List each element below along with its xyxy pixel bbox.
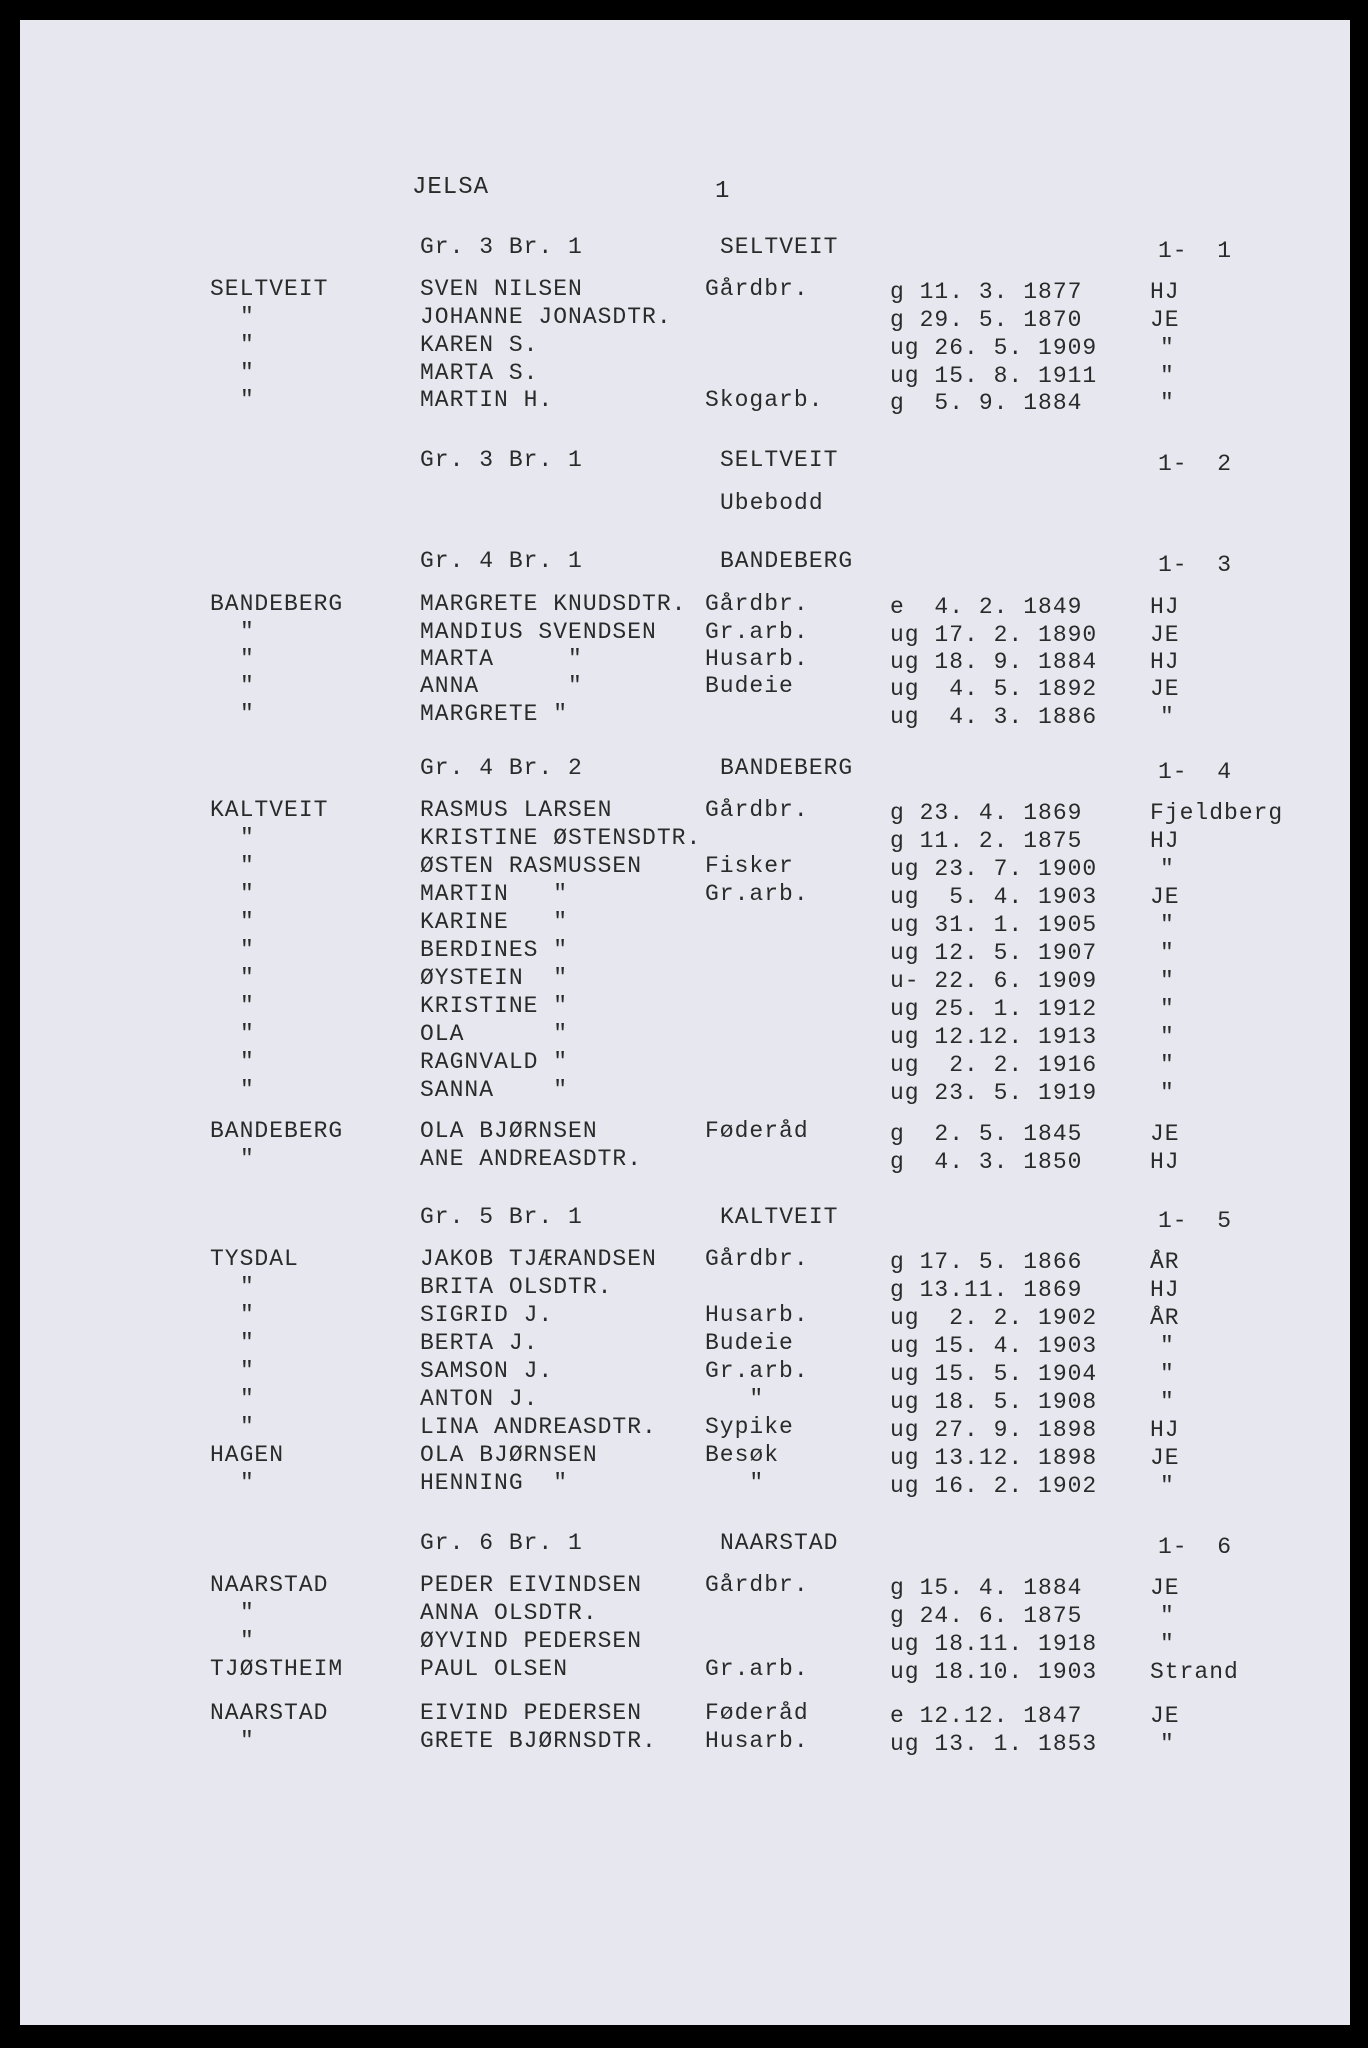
row-date: ug 4. 5. 1892 xyxy=(890,676,1098,702)
row-role: Gr.arb. xyxy=(705,1358,809,1384)
row-origin: HJ xyxy=(1150,828,1180,854)
section-farm: BANDEBERG xyxy=(720,548,854,574)
row-origin: " xyxy=(1160,912,1175,938)
row-date: g 17. 5. 1866 xyxy=(890,1249,1083,1275)
row-date: ug 31. 1. 1905 xyxy=(890,912,1098,938)
row-origin: HJ xyxy=(1150,649,1180,675)
row-date: ug 18.10. 1903 xyxy=(890,1659,1098,1685)
row-origin: " xyxy=(1160,1080,1175,1106)
row-origin: JE xyxy=(1150,1121,1180,1147)
row-origin: " xyxy=(1160,996,1175,1022)
row-origin: " xyxy=(1160,1731,1175,1757)
row-origin: " xyxy=(1160,390,1175,416)
row-origin: " xyxy=(1160,1333,1175,1359)
row-date: ug 2. 2. 1902 xyxy=(890,1305,1098,1331)
row-date: g 11. 2. 1875 xyxy=(890,828,1083,854)
row-name: OLA BJØRNSEN xyxy=(420,1442,598,1468)
row-origin: " xyxy=(1160,1389,1175,1415)
section-ref: 1- 6 xyxy=(1158,1534,1233,1560)
section-heading: Gr. 3 Br. 1 xyxy=(420,234,583,260)
row-place: " xyxy=(240,1049,255,1075)
row-role: Føderåd xyxy=(705,1118,809,1144)
row-origin: Strand xyxy=(1150,1659,1239,1685)
row-name: ØSTEN RASMUSSEN xyxy=(420,853,643,879)
row-place: " xyxy=(240,853,255,879)
row-date: g 23. 4. 1869 xyxy=(890,800,1083,826)
row-origin: " xyxy=(1160,1631,1175,1657)
row-name: MARGRETE KNUDSDTR. xyxy=(420,591,687,617)
row-name: RASMUS LARSEN xyxy=(420,797,613,823)
row-name: BRITA OLSDTR. xyxy=(420,1274,613,1300)
row-origin: " xyxy=(1160,1473,1175,1499)
row-role: " xyxy=(705,1386,765,1412)
row-name: EIVIND PEDERSEN xyxy=(420,1700,643,1726)
row-place: " xyxy=(240,360,255,386)
row-date: ug 13.12. 1898 xyxy=(890,1445,1098,1471)
row-name: HENNING " xyxy=(420,1470,569,1496)
row-place: " xyxy=(240,1470,255,1496)
row-date: ug 13. 1. 1853 xyxy=(890,1731,1098,1757)
row-name: OLA BJØRNSEN xyxy=(420,1118,598,1144)
section-ref: 1- 5 xyxy=(1158,1208,1233,1234)
row-origin: " xyxy=(1160,1024,1175,1050)
row-place: " xyxy=(240,881,255,907)
row-name: SVEN NILSEN xyxy=(420,276,583,302)
row-date: g 29. 5. 1870 xyxy=(890,307,1083,333)
row-date: g 5. 9. 1884 xyxy=(890,390,1083,416)
row-date: ug 15. 4. 1903 xyxy=(890,1333,1098,1359)
row-date: e 12.12. 1847 xyxy=(890,1703,1083,1729)
row-place: " xyxy=(240,937,255,963)
row-origin: JE xyxy=(1150,1575,1180,1601)
row-name: ØYVIND PEDERSEN xyxy=(420,1628,643,1654)
row-role: Føderåd xyxy=(705,1700,809,1726)
row-role: Sypike xyxy=(705,1414,794,1440)
document-page xyxy=(20,20,1350,2025)
row-date: ug 5. 4. 1903 xyxy=(890,884,1098,910)
row-name: PAUL OLSEN xyxy=(420,1656,569,1682)
row-origin: JE xyxy=(1150,884,1180,910)
row-place: " xyxy=(240,1077,255,1103)
row-name: KAREN S. xyxy=(420,332,539,358)
row-role: Budeie xyxy=(705,1330,794,1356)
row-name: ØYSTEIN " xyxy=(420,965,569,991)
row-date: ug 27. 9. 1898 xyxy=(890,1417,1098,1443)
section-farm: SELTVEIT xyxy=(720,447,839,473)
row-place: " xyxy=(240,332,255,358)
section-farm: NAARSTAD xyxy=(720,1530,839,1556)
row-role: Husarb. xyxy=(705,646,809,672)
row-date: ug 2. 2. 1916 xyxy=(890,1052,1098,1078)
row-origin: HJ xyxy=(1150,1277,1180,1303)
row-date: ug 12. 5. 1907 xyxy=(890,940,1098,966)
row-date: ug 12.12. 1913 xyxy=(890,1024,1098,1050)
row-date: ug 18. 9. 1884 xyxy=(890,649,1098,675)
row-origin: Fjeldberg xyxy=(1150,800,1284,826)
row-place: " xyxy=(240,1728,255,1754)
row-name: MARTIN H. xyxy=(420,387,554,413)
row-name: ANE ANDREASDTR. xyxy=(420,1146,643,1172)
row-origin: " xyxy=(1160,940,1175,966)
row-place: " xyxy=(240,1600,255,1626)
row-name: BERDINES " xyxy=(420,937,569,963)
row-name: KRISTINE " xyxy=(420,993,569,1019)
row-name: MANDIUS SVENDSEN xyxy=(420,619,657,645)
row-place: " xyxy=(240,1021,255,1047)
row-name: MARTA " xyxy=(420,646,583,672)
row-name: KARINE " xyxy=(420,909,569,935)
row-place: TYSDAL xyxy=(210,1246,299,1272)
section-ref: 1- 2 xyxy=(1158,451,1233,477)
row-place: HAGEN xyxy=(210,1442,285,1468)
row-date: ug 15. 8. 1911 xyxy=(890,363,1098,389)
row-origin: JE xyxy=(1150,307,1180,333)
row-date: u- 22. 6. 1909 xyxy=(890,968,1098,994)
row-role: Husarb. xyxy=(705,1302,809,1328)
row-place: " xyxy=(240,1414,255,1440)
row-origin: " xyxy=(1160,1361,1175,1387)
row-role: " xyxy=(705,1470,765,1496)
row-date: ug 16. 2. 1902 xyxy=(890,1473,1098,1499)
row-role: Gr.arb. xyxy=(705,1656,809,1682)
row-role: Fisker xyxy=(705,853,794,879)
row-place: KALTVEIT xyxy=(210,797,329,823)
row-role: Skogarb. xyxy=(705,387,824,413)
row-role: Budeie xyxy=(705,673,794,699)
row-place: " xyxy=(240,646,255,672)
row-name: JAKOB TJÆRANDSEN xyxy=(420,1246,657,1272)
row-date: g 15. 4. 1884 xyxy=(890,1575,1083,1601)
row-date: ug 25. 1. 1912 xyxy=(890,996,1098,1022)
row-name: SAMSON J. xyxy=(420,1358,554,1384)
row-role: Gr.arb. xyxy=(705,881,809,907)
row-origin: " xyxy=(1160,335,1175,361)
census-list xyxy=(20,20,1350,2025)
row-role: Gårdbr. xyxy=(705,276,809,302)
row-place: BANDEBERG xyxy=(210,1118,344,1144)
row-place: " xyxy=(240,1628,255,1654)
row-name: MARTA S. xyxy=(420,360,539,386)
row-origin: HJ xyxy=(1150,1417,1180,1443)
row-origin: " xyxy=(1160,363,1175,389)
row-role: Gårdbr. xyxy=(705,591,809,617)
row-name: LINA ANDREASDTR. xyxy=(420,1414,657,1440)
row-date: ug 18.11. 1918 xyxy=(890,1631,1098,1657)
row-date: g 4. 3. 1850 xyxy=(890,1149,1083,1175)
row-origin: JE xyxy=(1150,622,1180,648)
row-place: NAARSTAD xyxy=(210,1572,329,1598)
row-origin: " xyxy=(1160,856,1175,882)
row-name: BERTA J. xyxy=(420,1330,539,1356)
section-ref: 1- 3 xyxy=(1158,552,1233,578)
row-date: g 11. 3. 1877 xyxy=(890,279,1083,305)
row-name: GRETE BJØRNSDTR. xyxy=(420,1728,657,1754)
row-origin: " xyxy=(1160,704,1175,730)
section-heading: Gr. 5 Br. 1 xyxy=(420,1204,583,1230)
row-name: OLA " xyxy=(420,1021,569,1047)
row-date: ug 23. 5. 1919 xyxy=(890,1080,1098,1106)
row-date: e 4. 2. 1849 xyxy=(890,594,1083,620)
row-role: Gårdbr. xyxy=(705,1246,809,1272)
row-name: MARTIN " xyxy=(420,881,569,907)
section-heading: Gr. 4 Br. 2 xyxy=(420,755,583,781)
row-place: " xyxy=(240,1358,255,1384)
row-origin: " xyxy=(1160,1052,1175,1078)
row-role: Gårdbr. xyxy=(705,1572,809,1598)
section-farm: SELTVEIT xyxy=(720,234,839,260)
row-date: ug 15. 5. 1904 xyxy=(890,1361,1098,1387)
page-number: 1 xyxy=(715,178,731,205)
section-farm: BANDEBERG xyxy=(720,755,854,781)
row-place: " xyxy=(240,387,255,413)
row-date: ug 26. 5. 1909 xyxy=(890,335,1098,361)
row-place: " xyxy=(240,909,255,935)
row-place: NAARSTAD xyxy=(210,1700,329,1726)
row-date: g 2. 5. 1845 xyxy=(890,1121,1083,1147)
row-origin: HJ xyxy=(1150,594,1180,620)
row-name: ANNA " xyxy=(420,673,583,699)
row-name: KRISTINE ØSTENSDTR. xyxy=(420,825,702,851)
row-name: ANNA OLSDTR. xyxy=(420,1600,598,1626)
row-name: ANTON J. xyxy=(420,1386,539,1412)
section-heading: Gr. 6 Br. 1 xyxy=(420,1530,583,1556)
row-date: ug 17. 2. 1890 xyxy=(890,622,1098,648)
row-place: " xyxy=(240,1302,255,1328)
row-place: " xyxy=(240,1146,255,1172)
row-name: SANNA " xyxy=(420,1077,569,1103)
section-ref: 1- 1 xyxy=(1158,238,1233,264)
row-place: " xyxy=(240,1330,255,1356)
row-date: ug 23. 7. 1900 xyxy=(890,856,1098,882)
row-place: " xyxy=(240,965,255,991)
section-farm: KALTVEIT xyxy=(720,1204,839,1230)
row-role: Besøk xyxy=(705,1442,780,1468)
row-place: " xyxy=(240,304,255,330)
row-place: " xyxy=(240,1386,255,1412)
row-place: BANDEBERG xyxy=(210,591,344,617)
row-origin: ÅR xyxy=(1150,1305,1180,1331)
section-note: Ubebodd xyxy=(720,490,824,516)
section-ref: 1- 4 xyxy=(1158,759,1233,785)
row-origin: HJ xyxy=(1150,279,1180,305)
row-origin: " xyxy=(1160,1603,1175,1629)
row-origin: JE xyxy=(1150,1445,1180,1471)
row-place: " xyxy=(240,993,255,1019)
row-role: Gårdbr. xyxy=(705,797,809,823)
row-name: RAGNVALD " xyxy=(420,1049,569,1075)
row-name: MARGRETE " xyxy=(420,701,569,727)
row-place: " xyxy=(240,1274,255,1300)
row-place: SELTVEIT xyxy=(210,276,329,302)
row-origin: ÅR xyxy=(1150,1249,1180,1275)
row-origin: HJ xyxy=(1150,1149,1180,1175)
row-name: JOHANNE JONASDTR. xyxy=(420,304,672,330)
row-name: PEDER EIVINDSEN xyxy=(420,1572,643,1598)
row-role: Gr.arb. xyxy=(705,619,809,645)
row-name: SIGRID J. xyxy=(420,1302,554,1328)
row-place: " xyxy=(240,619,255,645)
row-place: " xyxy=(240,673,255,699)
row-date: ug 18. 5. 1908 xyxy=(890,1389,1098,1415)
section-heading: Gr. 4 Br. 1 xyxy=(420,548,583,574)
parish-title: JELSA xyxy=(412,174,490,201)
section-heading: Gr. 3 Br. 1 xyxy=(420,447,583,473)
row-place: TJØSTHEIM xyxy=(210,1656,344,1682)
row-origin: JE xyxy=(1150,676,1180,702)
row-origin: JE xyxy=(1150,1703,1180,1729)
row-place: " xyxy=(240,825,255,851)
row-date: g 13.11. 1869 xyxy=(890,1277,1083,1303)
row-role: Husarb. xyxy=(705,1728,809,1754)
row-place: " xyxy=(240,701,255,727)
row-date: g 24. 6. 1875 xyxy=(890,1603,1083,1629)
row-date: ug 4. 3. 1886 xyxy=(890,704,1098,730)
row-origin: " xyxy=(1160,968,1175,994)
